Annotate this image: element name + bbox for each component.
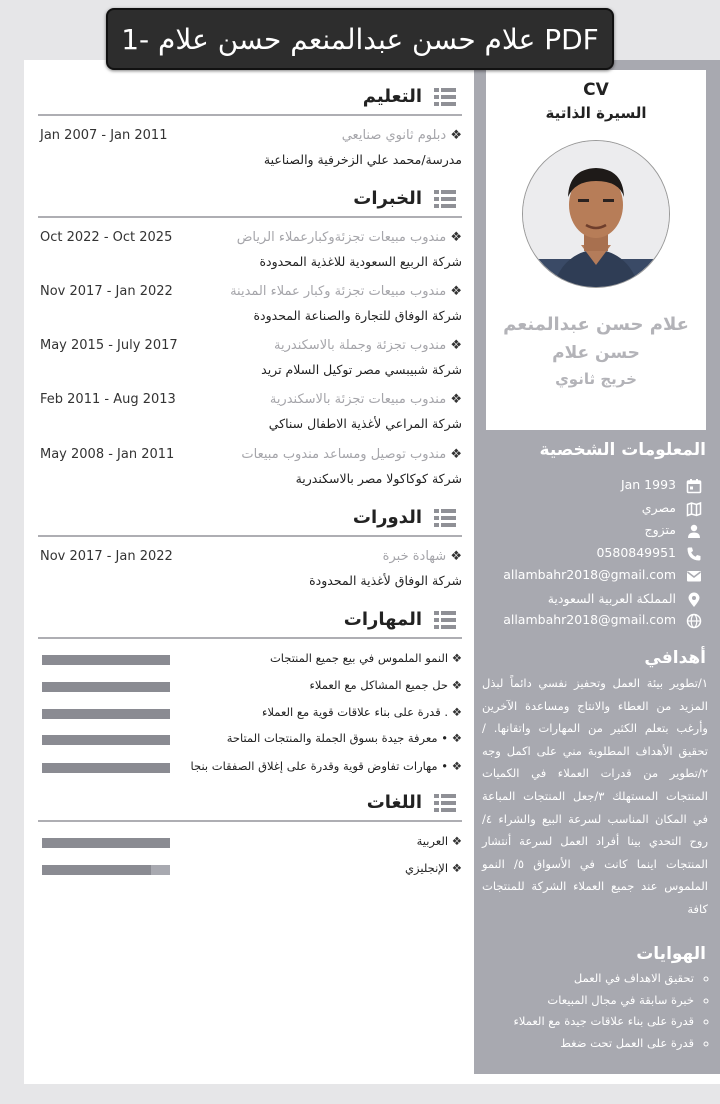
skill-item (38, 731, 462, 751)
entry-org: شركة الوفاق للتجارة والصناعة المحدودة (253, 308, 462, 323)
language-level-bar (42, 838, 170, 848)
experience-entry (38, 284, 462, 334)
section-divider (38, 114, 462, 116)
skill-level-bar (42, 709, 170, 719)
nationality-value: مصري (641, 500, 676, 515)
info-nationality (480, 499, 706, 519)
education-section-header (38, 84, 462, 118)
skill-item (38, 678, 462, 698)
info-birth (480, 476, 706, 496)
skill-level-fill (42, 655, 170, 665)
experience-entry (38, 447, 462, 497)
profile-name-line2: حسن علام (552, 343, 640, 363)
hobby-item: ◦ خبرة سابقة في مجال المبيعات (494, 990, 694, 1012)
birth-value: Jan 1993 (620, 477, 676, 492)
skills-heading: المهارات (343, 609, 422, 630)
skill-label: ❖ • معرفة جيدة بسوق الجملة والمنتجات المتاحة (226, 731, 462, 745)
entry-date: Nov 2017 - Jan 2022 (40, 549, 173, 564)
entry-title: ❖ مندوب مبيعات تجزئةوكبارعملاء الرياض (236, 230, 462, 245)
cv-label: CV (583, 80, 609, 100)
goals-text: ١/تطوير بيئة العمل وتحفيز نفسي دائماً لبذل المزيد من العطاء والانتاج ومساعدة الآخرين وأرغب بتعلم الكثير من المهارات واتقانها. / تحقيق الأهداف المطلوبة مني على اكمل وجه ٢/تطوير من قدرات العملاء في الكميات المنتجات المستهلك ٣/جعل المنتجات المباعة في المكان المناسب لسرعة البيع والشراء ٤/ روح التحدي بينا أفراد العمل لسرعة أنتشار المنتجات اينما كانت في الأسواق ٥/ النمو الملموس عند جميع العملاء الشركة للمنتجات كافة (482, 676, 708, 916)
info-website (480, 611, 706, 631)
language-level-fill (42, 838, 170, 848)
info-location (480, 590, 706, 610)
education-heading: التعليم (362, 86, 422, 107)
skill-level-fill (42, 709, 170, 719)
hobby-item: ◦ قدرة على العمل تحت ضغط (494, 1033, 694, 1055)
profile-qualification: خريج ثانوي (555, 370, 637, 388)
skill-level-fill (42, 763, 170, 773)
email-value: allambahr2018@gmail.com (503, 567, 676, 582)
entry-title: ❖ شهادة خبرة (382, 549, 462, 564)
language-label: ❖ الإنجليزي (405, 861, 462, 875)
skill-label: ❖ النمو الملموس في بيع جميع المنتجات (269, 651, 462, 665)
info-email (480, 566, 706, 586)
entry-title: ❖ مندوب تجزئة وجملة بالاسكندرية (274, 338, 462, 353)
calendar-icon (686, 478, 702, 494)
phone-icon (686, 546, 702, 562)
experience-entry (38, 392, 462, 442)
document-title-banner: علام حسن عبدالمنعم حسن علام -1 PDF (106, 8, 614, 70)
skill-item (38, 759, 462, 779)
entry-title: ❖ مندوب مبيعات تجزئة وكبار عملاء المدينة (230, 284, 462, 299)
list-icon (434, 509, 456, 527)
cv-subtitle: السيرة الذاتية (545, 104, 647, 122)
experience-entry (38, 230, 462, 280)
skill-label: ❖ • مهارات تفاوض قوية وقدرة على إغلاق الصفقات بنجا (190, 759, 462, 773)
entry-org: شركة كوكاكولا مصر بالاسكندرية (295, 471, 462, 486)
education-entry (38, 128, 462, 178)
entry-title: ❖ مندوب توصيل ومساعد مندوب مبيعات (241, 447, 462, 462)
goals-heading: أهدافي (644, 648, 706, 668)
entry-date: Jan 2007 - Jan 2011 (40, 128, 168, 143)
person-icon (686, 523, 702, 539)
entry-org: شركة الربيع السعودية للاغذية المحدودة (259, 254, 462, 269)
experience-entry (38, 338, 462, 388)
list-icon (434, 611, 456, 629)
hobby-item: ◦ تحقيق الاهداف في العمل (494, 968, 694, 990)
personal-info-heading: المعلومات الشخصية (539, 440, 706, 460)
language-item (38, 861, 462, 881)
list-icon (434, 88, 456, 106)
skill-level-bar (42, 655, 170, 665)
course-entry (38, 549, 462, 599)
skill-label: ❖ حل جميع المشاكل مع العملاء (309, 678, 462, 692)
globe-icon (686, 613, 702, 629)
entry-org: شركة الوفاق لأغذية المحدودة (309, 573, 462, 588)
map-icon (686, 501, 702, 517)
skill-item (38, 705, 462, 725)
skills-section-header (38, 607, 462, 641)
experience-heading: الخبرات (353, 188, 422, 209)
hobby-item: ◦ قدرة على بناء علاقات جيدة مع العملاء (494, 1011, 694, 1033)
profile-card (486, 70, 706, 430)
hobbies-list (494, 968, 716, 1054)
info-marital (480, 521, 706, 541)
skill-level-bar (42, 682, 170, 692)
skill-label: ❖ . قدرة على بناء علاقات قوية مع العملاء (262, 705, 462, 719)
courses-heading: الدورات (352, 507, 422, 528)
language-level-bar (42, 865, 170, 875)
languages-section-header (38, 790, 462, 824)
section-divider (38, 216, 462, 218)
entry-title: ❖ مندوب مبيعات تجزئة بالاسكندرية (269, 392, 462, 407)
skill-level-fill (42, 682, 170, 692)
skill-level-bar (42, 763, 170, 773)
skill-level-fill (42, 735, 170, 745)
entry-date: Oct 2022 - Oct 2025 (40, 230, 173, 245)
language-label: ❖ العربية (416, 834, 462, 848)
website-value: allambahr2018@gmail.com (503, 612, 676, 627)
section-divider (38, 535, 462, 537)
entry-org: شركة المراعي لأغذية الاطفال سناكي (268, 416, 462, 431)
entry-org: مدرسة/محمد علي الزخرفية والصناعية (263, 152, 462, 167)
language-level-fill (42, 865, 151, 875)
marital-value: متزوج (644, 522, 676, 537)
info-phone (480, 544, 706, 564)
entry-date: May 2015 - July 2017 (40, 338, 178, 353)
experience-section-header (38, 186, 462, 220)
entry-date: Nov 2017 - Jan 2022 (40, 284, 173, 299)
section-divider (38, 637, 462, 639)
entry-title: ❖ دبلوم ثانوي صنايعي (341, 128, 462, 143)
skill-item (38, 651, 462, 671)
profile-name-line1: علام حسن عبدالمنعم (503, 314, 689, 335)
hobbies-heading: الهوايات (636, 944, 706, 964)
entry-date: Feb 2011 - Aug 2013 (40, 392, 176, 407)
location-pin-icon (686, 592, 702, 608)
location-value: المملكة العربية السعودية (547, 591, 676, 606)
profile-photo (522, 140, 670, 288)
section-divider (38, 820, 462, 822)
language-item (38, 834, 462, 854)
mail-icon (686, 568, 702, 584)
entry-date: May 2008 - Jan 2011 (40, 447, 175, 462)
entry-org: شركة شبيبسي مصر توكيل السلام تريد (261, 362, 462, 377)
languages-heading: اللغات (366, 792, 422, 813)
list-icon (434, 190, 456, 208)
skill-level-bar (42, 735, 170, 745)
list-icon (434, 794, 456, 812)
courses-section-header (38, 505, 462, 539)
phone-value: 0580849951 (596, 545, 676, 560)
